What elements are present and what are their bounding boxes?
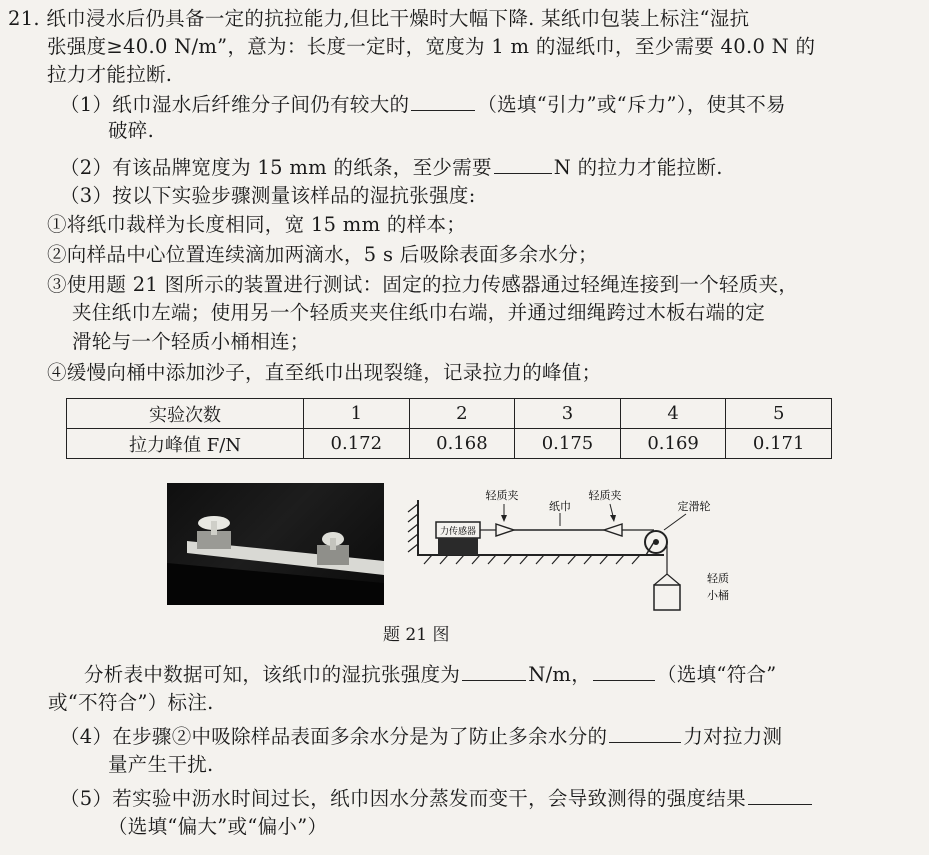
right-clip <box>604 524 622 536</box>
part1-text-c: 破碎. <box>108 119 155 142</box>
table-row-label: 实验次数 <box>67 399 304 429</box>
trial-cell: 2 <box>409 399 515 429</box>
label-tissue: 纸巾 <box>549 500 571 513</box>
trial-cell: 4 <box>620 399 726 429</box>
part5-text-a: （5）若实验中沥水时间过长，纸巾因水分蒸发而变干，会导致测得的强度结果 <box>60 787 746 810</box>
table-row <box>67 399 832 429</box>
analysis-text-d: 或“不符合”）标注. <box>48 691 214 714</box>
analysis-line <box>84 660 777 688</box>
trial-cell: 1 <box>304 399 410 429</box>
part4-text-c: 量产生干扰. <box>108 753 214 776</box>
apparatus-photo-drawing <box>167 483 384 605</box>
part1-text-b: （选填“引力”或“斥力”），使其不易 <box>477 93 786 116</box>
label-pulley: 定滑轮 <box>677 500 711 513</box>
left-clip <box>496 524 514 536</box>
stem-text-3: 拉力才能拉断. <box>47 63 173 86</box>
trial-cell: 5 <box>726 399 832 429</box>
force-cell: 0.175 <box>515 429 621 459</box>
label-bucket-1: 轻质 <box>707 572 729 585</box>
apparatus-diagram <box>396 482 766 620</box>
part5-text-b: （选填“偏大”或“偏小”） <box>108 815 328 838</box>
part2-text-a: （2）有该品牌宽度为 15 mm 的纸条，至少需要 <box>60 156 492 179</box>
force-cell: 0.172 <box>304 429 410 459</box>
part3-step3-b: 夹住纸巾左端；使用另一个轻质夹夹住纸巾右端，并通过细绳跨过木板右端的定 <box>72 301 766 324</box>
part3-step1: ①将纸巾裁样为长度相同，宽 15 mm 的样本； <box>47 213 467 236</box>
bucket <box>654 585 680 610</box>
part3-step4: ④缓慢向桶中添加沙子，直至纸巾出现裂缝，记录拉力的峰值； <box>47 361 602 384</box>
results-table <box>66 398 832 459</box>
part4-answer-blank[interactable] <box>609 722 681 743</box>
part2-text-b: N 的拉力才能拉断. <box>553 156 723 179</box>
force-cell: 0.171 <box>726 429 832 459</box>
part5-line <box>60 784 814 812</box>
analysis-text-b: N/m， <box>528 663 592 686</box>
question-stem-line-1 <box>8 6 749 32</box>
trial-cell: 3 <box>515 399 621 429</box>
part3-intro: （3）按以下实验步骤测量该样品的湿抗张强度: <box>60 184 476 207</box>
apparatus-photo <box>167 483 384 605</box>
analysis-text-c: （选填“符合” <box>657 663 777 686</box>
force-cell: 0.169 <box>620 429 726 459</box>
part2-line <box>60 153 723 181</box>
sensor-label: 力传感器 <box>439 527 477 537</box>
part3-step3-c: 滑轮与一个轻质小桶相连； <box>72 330 310 353</box>
label-bucket-2: 小桶 <box>707 589 729 602</box>
force-cell: 0.168 <box>409 429 515 459</box>
part1-text-a: （1）纸巾湿水后纤维分子间仍有较大的 <box>60 93 410 116</box>
part3-step3-a: ③使用题 21 图所示的装置进行测试：固定的拉力传感器通过轻绳连接到一个轻质夹， <box>47 273 799 296</box>
analysis-text-a: 分析表中数据可知，该纸巾的湿抗张强度为 <box>84 663 461 686</box>
compliance-answer-blank[interactable] <box>593 660 655 681</box>
label-clip-left: 轻质夹 <box>485 489 519 502</box>
part5-answer-blank[interactable] <box>748 784 812 805</box>
part3-step2: ②向样品中心位置连续滴加两滴水，5 s 后吸除表面多余水分； <box>47 243 598 266</box>
part4-line <box>60 722 782 750</box>
stem-text-1: 纸巾浸水后仍具备一定的抗拉能力,但比干燥时大幅下降. 某纸巾包装上标注“湿抗 <box>46 7 750 30</box>
label-clip-right: 轻质夹 <box>588 489 622 502</box>
table-row <box>67 429 832 459</box>
part1-line <box>60 90 786 118</box>
part4-text-a: （4）在步骤②中吸除样品表面多余水分是为了防止多余水分的 <box>60 725 608 748</box>
part1-answer-blank[interactable] <box>411 90 475 111</box>
part2-answer-blank[interactable] <box>494 153 552 174</box>
figure-caption: 题 21 图 <box>383 625 450 645</box>
strength-answer-blank[interactable] <box>462 660 526 681</box>
part4-text-b: 力对拉力测 <box>683 725 783 748</box>
table-row-label: 拉力峰值 F/N <box>67 429 304 459</box>
question-number: 21. <box>8 7 40 30</box>
stem-text-2: 张强度≥40.0 N/m”，意为：长度一定时，宽度为 1 m 的湿纸巾，至少需要 40.0 N 的 <box>47 35 816 58</box>
